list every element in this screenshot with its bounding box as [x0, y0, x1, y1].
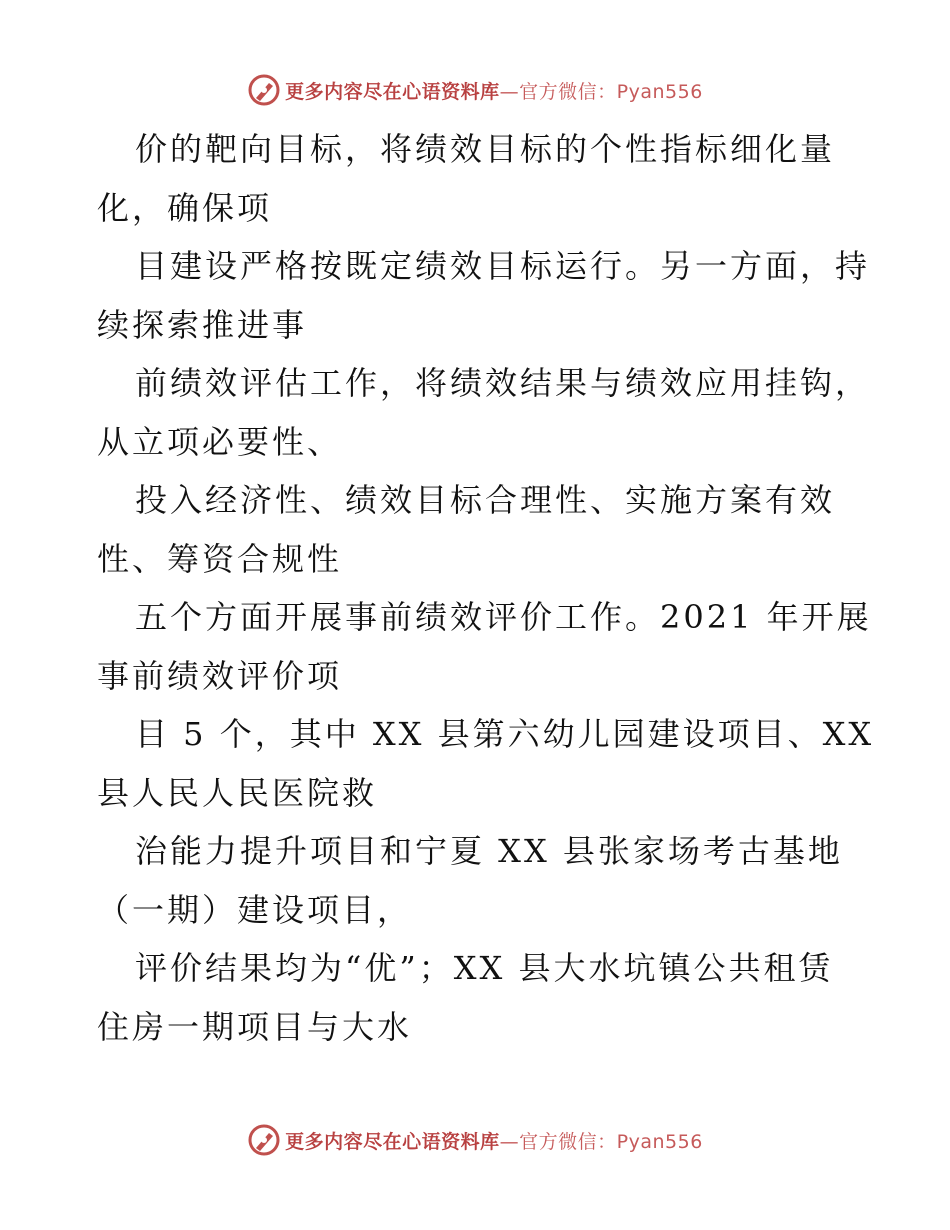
paragraph-line: 化，确保项 — [97, 188, 273, 227]
watermark-contact-text: —官方微信：Pyan556 — [499, 1130, 703, 1153]
paragraph-line: 治能力提升项目和宁夏 XX 县张家场考古基地 — [135, 832, 843, 870]
paragraph-line: 前绩效评估工作，将绩效结果与绩效应用挂钩， — [135, 364, 871, 402]
paragraph-line: 评价结果均为“优”；XX 县大水坑镇公共租赁 — [135, 949, 834, 987]
watermark-text — [285, 1127, 703, 1154]
pen-logo-icon — [247, 1123, 281, 1157]
paragraph-line: 目 5 个，其中 XX 县第六幼儿园建设项目、XX — [135, 715, 875, 753]
paragraph-line: 续探索推进事 — [97, 305, 308, 344]
paragraph-line: 事前绩效评价项 — [97, 656, 343, 695]
header-watermark — [0, 70, 950, 110]
watermark-text — [285, 77, 703, 104]
watermark-site-text: 更多内容尽在心语资料库 — [285, 80, 500, 103]
footer-watermark — [0, 1120, 950, 1160]
paragraph-line: 县人民人民医院救 — [97, 773, 378, 812]
paragraph-line: 投入经济性、绩效目标合理性、实施方案有效 — [135, 481, 836, 519]
paragraph-line: 性、筹资合规性 — [97, 539, 343, 578]
watermark-site-text: 更多内容尽在心语资料库 — [285, 1130, 500, 1153]
paragraph-line: 住房一期项目与大水 — [97, 1007, 413, 1046]
paragraph-line: 价的靶向目标，将绩效目标的个性指标细化量 — [135, 130, 836, 168]
watermark-contact-text: —官方微信：Pyan556 — [499, 80, 703, 103]
paragraph-line: 五个方面开展事前绩效评价工作。2021 年开展 — [135, 598, 872, 636]
paragraph-line: （一期）建设项目， — [97, 890, 413, 929]
document-body — [97, 120, 875, 1056]
paragraph-line: 从立项必要性、 — [97, 422, 343, 461]
pen-logo-icon — [247, 73, 281, 107]
paragraph-line: 目建设严格按既定绩效目标运行。另一方面，持 — [135, 247, 871, 285]
